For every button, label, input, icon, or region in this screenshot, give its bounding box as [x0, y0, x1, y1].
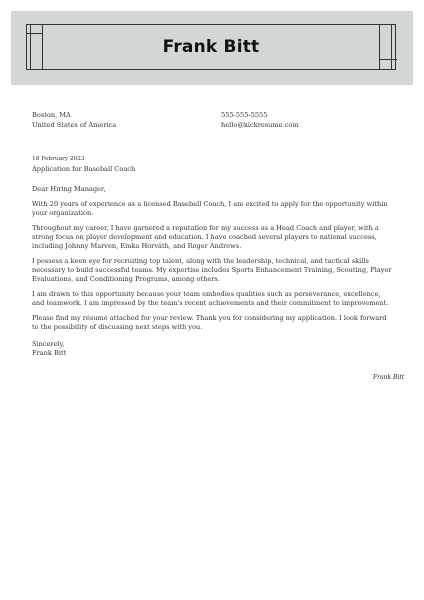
- paragraph: I possess a keen eye for recruiting top talent, along with the leadership, technical, and tactical skills necessary to build successful teams. My expertise includes Sports Enhancement Training, Scouting, Player Evaluations, and Conditioning Programs, among others.: [32, 257, 392, 283]
- city: Boston, MA: [32, 111, 71, 119]
- paragraph: Please find my résumé attached for your review. Thank you for considering my application. I look forward to the possibility of discussing next steps with you.: [32, 314, 387, 331]
- applicant-name: Frank Bitt: [162, 37, 260, 57]
- signature: Frank Bitt: [373, 374, 405, 381]
- closing-name: Frank Bitt: [32, 349, 67, 357]
- paragraph: Throughout my career, I have garnered a reputation for my success as a Head Coach and player, with a strong focus on player development and education. I have coached several players to national success, including Johnny Marven, Emka Horváth, and Roger Andrews.: [32, 224, 379, 250]
- header-band: [11, 11, 413, 85]
- greeting: Dear Hiring Manager,: [32, 185, 106, 193]
- letter-date: 18 February 2023: [32, 156, 85, 162]
- closing: Sincerely,: [32, 340, 65, 348]
- header-frame: [26, 24, 396, 70]
- phone: 555-555-5555: [221, 111, 268, 119]
- letter-subject: Application for Baseball Coach: [32, 165, 136, 173]
- country: United States of America: [32, 121, 117, 129]
- contact-address: [32, 110, 116, 130]
- paragraph: With 20 years of experience as a licensed Baseball Coach, I am excited to apply for the opportunity within your organization.: [32, 200, 388, 217]
- paragraph: I am drawn to this opportunity because your team embodies qualities such as perseverance, excellence, and teamwork. I am impressed by the team's recent achievements and their commitment to improvement.: [32, 290, 389, 307]
- letter-body: [32, 155, 394, 358]
- email-link[interactable]: hello@kickresume.com: [221, 121, 299, 129]
- contact-details: [221, 110, 299, 130]
